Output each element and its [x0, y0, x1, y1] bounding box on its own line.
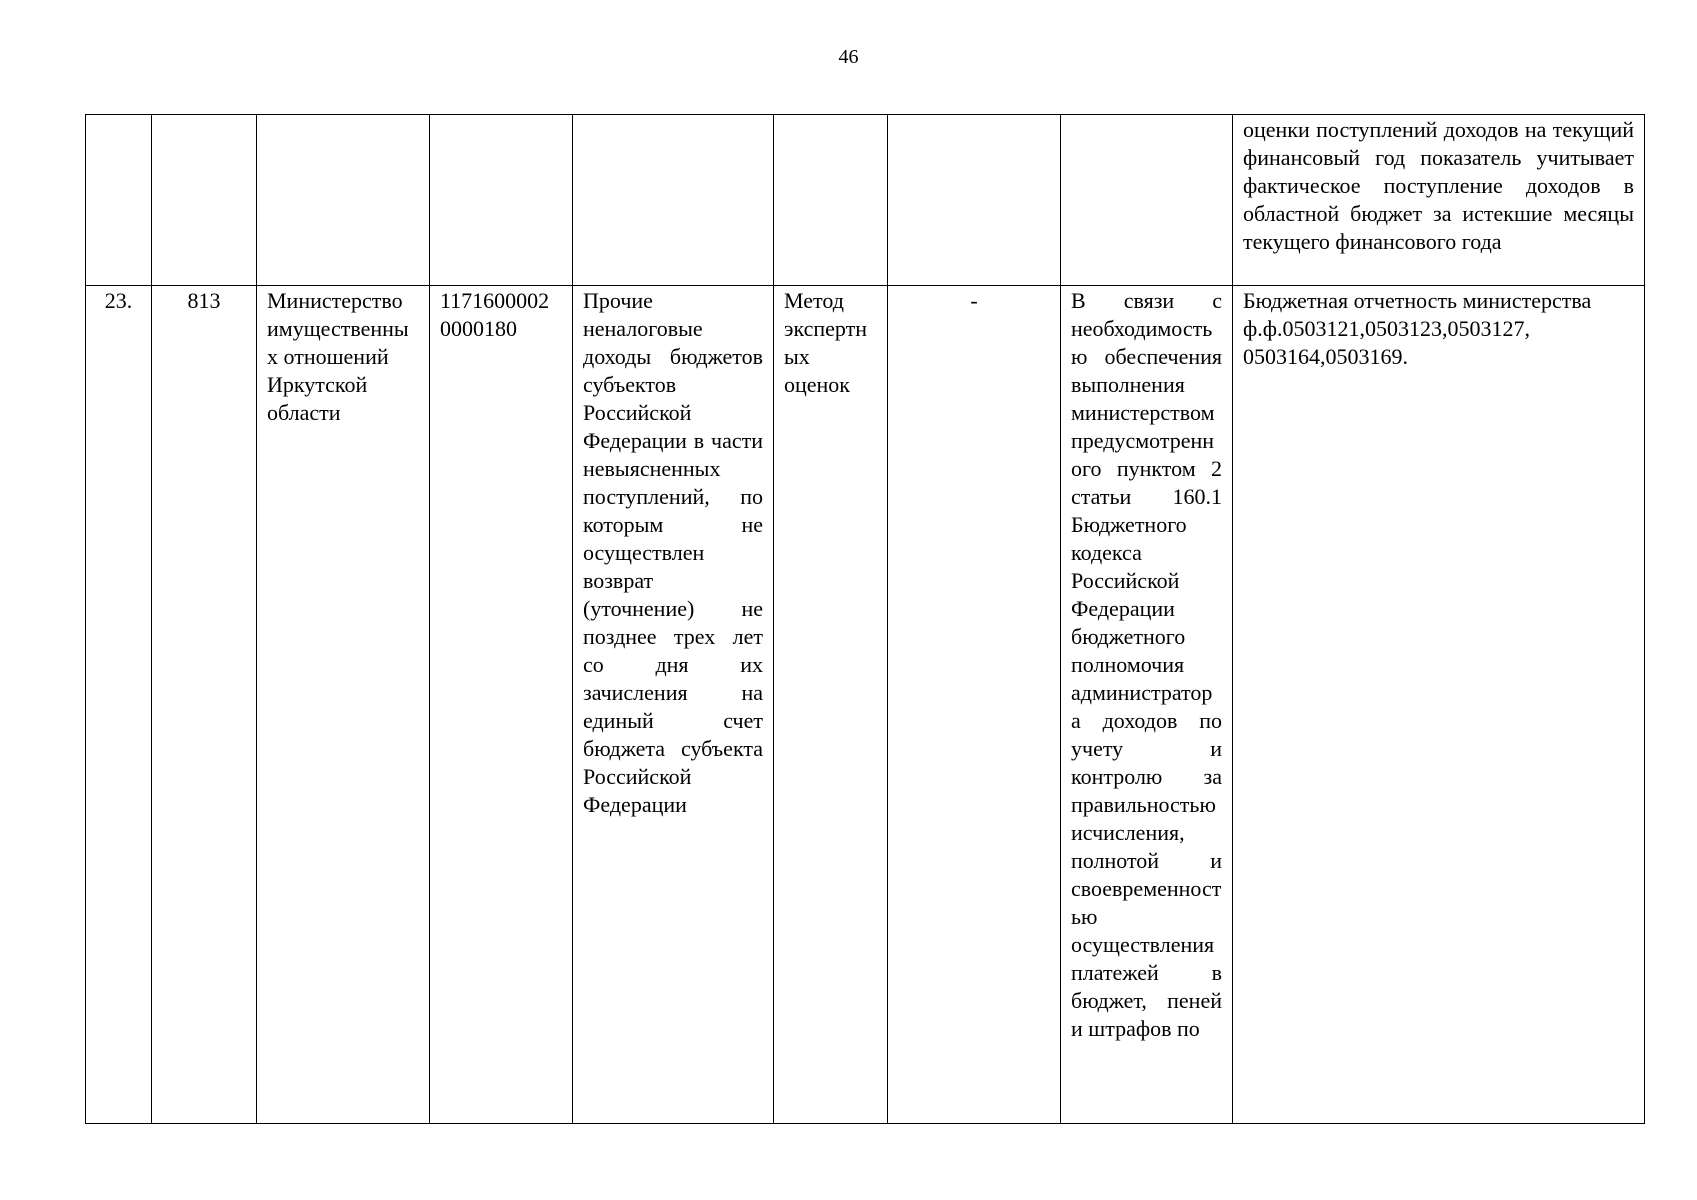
cell-administrator-name: Министерство имущественных отношений Иркутской области: [257, 286, 430, 1124]
cell-empty: [573, 115, 774, 286]
data-source-line-3: 0503164,0503169.: [1243, 344, 1408, 369]
cell-empty: [86, 115, 152, 286]
kbk-code-line-1: 1171600002: [440, 288, 550, 313]
cell-data-source: [1233, 286, 1645, 1124]
cell-empty: [888, 115, 1061, 286]
cell-row-number: 23.: [86, 286, 152, 1124]
data-source-line-1: Бюджетная отчетность министерства: [1243, 288, 1592, 313]
cell-source-continuation: оценки поступлений доходов на текущий финансовый год показатель учитывает фактическое поступление доходов в областной бюджет за истекшие месяцы текущего финансового года: [1233, 115, 1645, 286]
cell-empty: [774, 115, 888, 286]
cell-empty: [1061, 115, 1233, 286]
cell-basis: В связи с необходимостью обеспечения выполнения министерством предусмотренного пунктом 2 статьи 160.1 Бюджетного кодекса Российской Федерации бюджетного полномочия администратора доходов по учету и контролю за правильностью исчисления, полнотой и своевременностью осуществления платежей в бюджет, пеней и штрафов по: [1061, 286, 1233, 1124]
cell-formula: -: [888, 286, 1061, 1124]
cell-forecast-method: Метод экспертных оценок: [774, 286, 888, 1124]
page-number: 46: [838, 46, 859, 68]
cell-empty: [430, 115, 573, 286]
table-row-23: [86, 286, 1645, 1124]
table-row-continuation: [86, 115, 1645, 286]
cell-kbk-code: [430, 286, 573, 1124]
cell-empty: [152, 115, 257, 286]
cell-income-name: Прочие неналоговые доходы бюджетов субъектов Российской Федерации в части невыясненных поступлений, по которым не осуществлен возврат (уточнение) не позднее трех лет со дня их зачисления на единый счет бюджета субъекта Российской Федерации: [573, 286, 774, 1124]
kbk-code-line-2: 0000180: [440, 316, 517, 341]
data-source-line-2: ф.ф.0503121,0503123,0503127,: [1243, 316, 1531, 341]
cell-empty: [257, 115, 430, 286]
cell-admin-code: 813: [152, 286, 257, 1124]
income-forecast-table: [85, 114, 1645, 1124]
